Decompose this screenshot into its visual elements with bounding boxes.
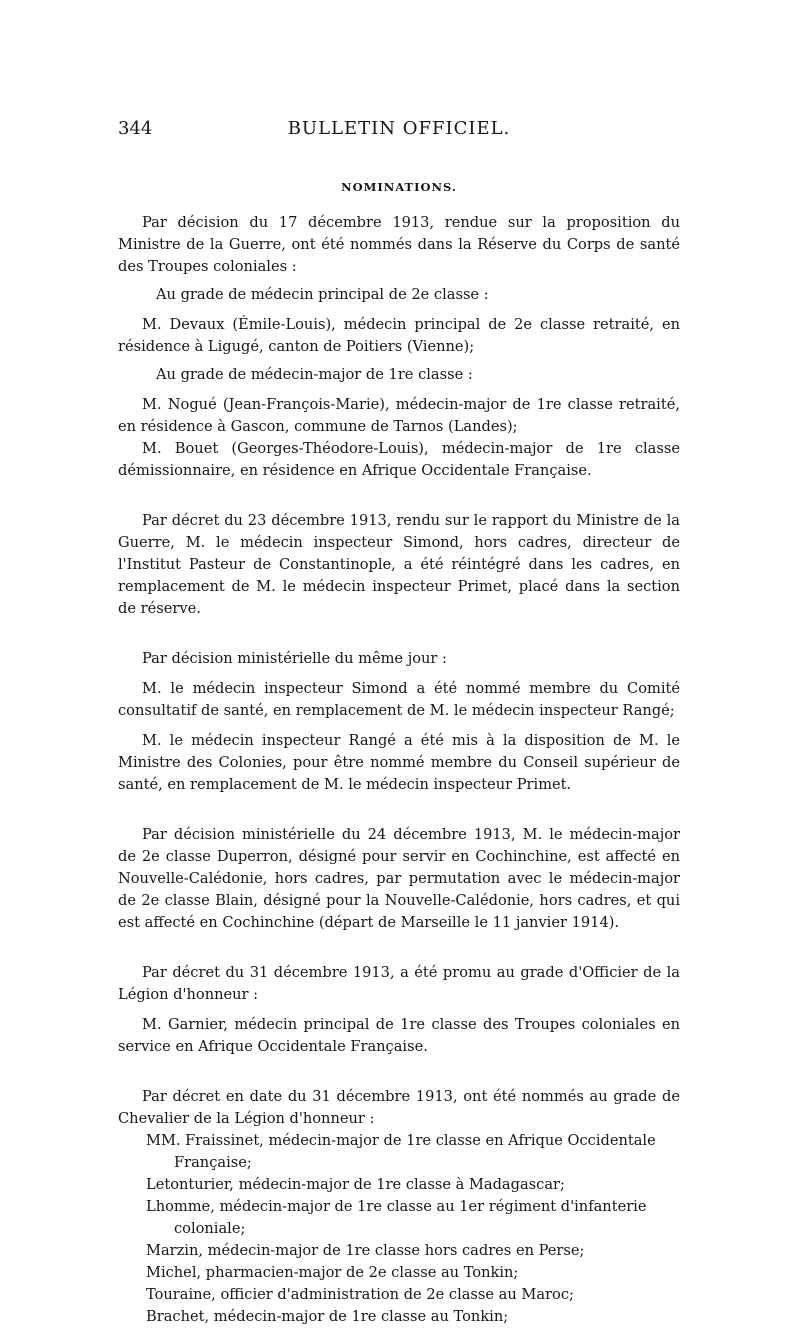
list-item: Touraine, officier d'administration de 2e classe au Maroc; [146, 1286, 574, 1303]
paragraph: Par décret du 23 décembre 1913, rendu sur le rapport du Ministre de la Guerre, M. le médecin inspecteur Simond, hors cadres, directeur de l'Institut Pasteur de Constantinople, a été réintégré dans les cadres, en remplacement de M. le médecin inspecteur Primet, placé dans la section de réserve. [118, 512, 680, 617]
page-number: 344 [118, 118, 153, 139]
document-page [118, 118, 680, 1328]
list-item: Marzin, médecin-major de 1re classe hors cadres en Perse; [146, 1242, 585, 1259]
page-header [118, 118, 680, 146]
paragraph: Par décision du 17 décembre 1913, rendue sur la proposition du Ministre de la Guerre, ont été nommés dans la Réserve du Corps de santé des Troupes coloniales : [118, 214, 680, 275]
list-item: Lhomme, médecin-major de 1re classe au 1er régiment d'infanterie coloniale; [146, 1198, 647, 1237]
paragraph: Par décision ministérielle du même jour : [142, 650, 447, 667]
paragraph: Par décret du 31 décembre 1913, a été promu au grade d'Officier de la Légion d'honneur : [118, 964, 680, 1003]
section-title: NOMINATIONS. [341, 180, 457, 194]
list-item: Letonturier, médecin-major de 1re classe à Madagascar; [146, 1176, 565, 1193]
paragraph: M. Devaux (Émile-Louis), médecin principal de 2e classe retraité, en résidence à Ligugé, canton de Poitiers (Vienne); [118, 316, 680, 355]
list-item: Brachet, médecin-major de 1re classe au Tonkin; [146, 1308, 509, 1325]
list-item: Michel, pharmacien-major de 2e classe au Tonkin; [146, 1264, 519, 1281]
chevalier-list [118, 1130, 680, 1328]
paragraph: Au grade de médecin-major de 1re classe : [156, 366, 473, 383]
paragraph: M. Garnier, médecin principal de 1re classe des Troupes coloniales en service en Afrique Occidentale Française. [118, 1016, 680, 1055]
paragraph: M. Nogué (Jean-François-Marie), médecin-major de 1re classe retraité, en résidence à Gascon, commune de Tarnos (Landes); [118, 396, 680, 435]
paragraph: Par décision ministérielle du 24 décembre 1913, M. le médecin-major de 2e classe Duperron, désigné pour servir en Cochinchine, est affecté en Nouvelle-Calédonie, hors cadres, par permutation avec le médecin-major de 2e classe Blain, désigné pour la Nouvelle-Calédonie, hors cadres, et qui est affecté en Cochinchine (départ de Marseille le 11 janvier 1914). [118, 826, 680, 931]
paragraph: M. le médecin inspecteur Rangé a été mis à la disposition de M. le Ministre des Colonies, pour être nommé membre du Conseil supérieur de santé, en remplacement de M. le médecin inspecteur Primet. [118, 732, 680, 793]
paragraph: Au grade de médecin principal de 2e classe : [156, 286, 489, 303]
paragraph: M. le médecin inspecteur Simond a été nommé membre du Comité consultatif de santé, en remplacement de M. le médecin inspecteur Rangé; [118, 680, 680, 719]
running-head: BULLETIN OFFICIEL. [287, 118, 511, 139]
paragraph: M. Bouet (Georges-Théodore-Louis), médecin-major de 1re classe démissionnaire, en résidence en Afrique Occidentale Française. [118, 440, 680, 479]
paragraph: Par décret en date du 31 décembre 1913, ont été nommés au grade de Chevalier de la Légion d'honneur : [118, 1088, 680, 1127]
list-item: MM. Fraissinet, médecin-major de 1re classe en Afrique Occidentale Française; [146, 1132, 656, 1171]
